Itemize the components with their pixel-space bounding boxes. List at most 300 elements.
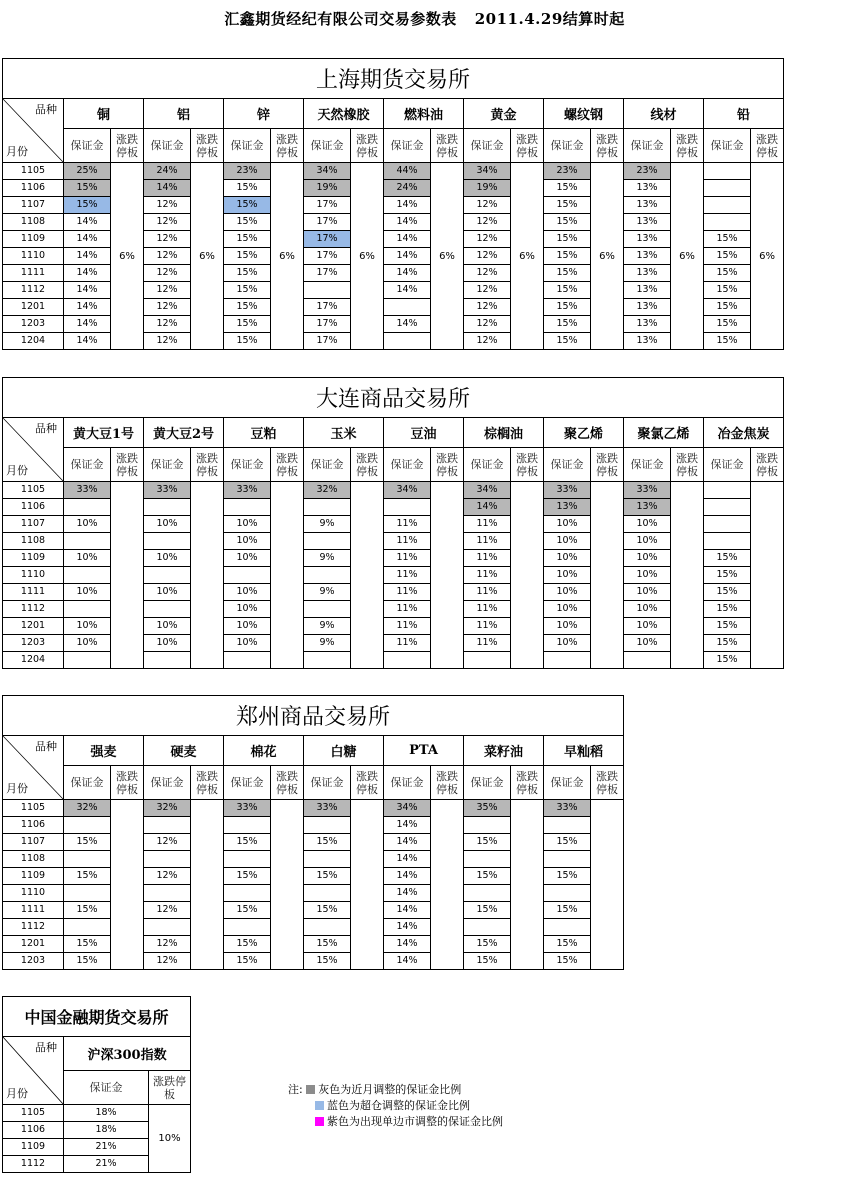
margin-cell: 10% [224,601,271,618]
variety-name: 豆粕 [224,418,304,448]
month-cell: 1105 [3,482,64,499]
margin-cell: 15% [464,953,511,970]
margin-cell: 34% [464,163,511,180]
margin-cell: 10% [224,635,271,652]
margin-cell: 10% [544,567,591,584]
margin-cell: 14% [464,499,511,516]
month-cell: 1109 [3,868,64,885]
margin-cell: 13% [624,214,671,231]
legend-gray-text: 灰色为近月调整的保证金比例 [318,1083,462,1096]
margin-cell: 10% [544,618,591,635]
variety-name: 燃料油 [384,99,464,129]
legend-purple-swatch [315,1117,324,1126]
margin-cell: 14% [384,316,431,333]
margin-cell [544,817,591,834]
limit-cell [431,800,464,970]
margin-cell [544,652,591,669]
margin-cell: 19% [464,180,511,197]
margin-cell: 18% [64,1122,149,1139]
margin-header: 保证金 [304,129,351,163]
margin-cell: 10% [544,584,591,601]
margin-cell: 15% [64,936,111,953]
variety-label: 品种 [35,740,57,753]
margin-cell: 15% [304,936,351,953]
limit-header: 涨跌停板 [511,129,544,163]
month-cell: 1204 [3,652,64,669]
margin-cell: 14% [384,265,431,282]
limit-cell [191,482,224,669]
margin-cell [64,652,111,669]
margin-cell: 10% [544,533,591,550]
limit-header: 涨跌停板 [591,129,624,163]
margin-cell: 17% [304,316,351,333]
margin-cell: 15% [544,868,591,885]
limit-header: 涨跌停板 [191,129,224,163]
margin-cell: 15% [304,953,351,970]
margin-header: 保证金 [224,129,271,163]
month-cell: 1203 [3,635,64,652]
margin-cell: 12% [464,282,511,299]
limit-cell [271,800,304,970]
margin-cell [304,282,351,299]
margin-cell [224,851,271,868]
margin-cell: 14% [64,248,111,265]
margin-cell: 11% [384,635,431,652]
margin-cell [144,567,191,584]
variety-name: 棉花 [224,736,304,766]
margin-cell [704,214,751,231]
margin-cell: 12% [464,231,511,248]
margin-cell: 10% [544,516,591,533]
margin-cell: 14% [144,180,191,197]
variety-name: 白糖 [304,736,384,766]
margin-cell: 12% [144,316,191,333]
margin-cell: 15% [64,197,111,214]
month-cell: 1108 [3,214,64,231]
margin-cell: 13% [624,265,671,282]
margin-cell: 15% [704,299,751,316]
variety-name: 早籼稻 [544,736,624,766]
margin-cell [464,919,511,936]
margin-cell [64,851,111,868]
margin-cell: 17% [304,333,351,350]
variety-name: 黄大豆2号 [144,418,224,448]
margin-cell: 11% [384,584,431,601]
margin-cell: 11% [464,635,511,652]
month-cell: 1203 [3,316,64,333]
margin-cell: 17% [304,231,351,248]
month-cell: 1108 [3,851,64,868]
margin-header: 保证金 [544,448,591,482]
margin-cell: 15% [224,902,271,919]
czce-table [2,695,624,970]
limit-cell: 6% [511,163,544,350]
margin-cell [704,180,751,197]
margin-cell: 15% [224,953,271,970]
margin-cell: 15% [544,299,591,316]
margin-cell [144,885,191,902]
margin-header: 保证金 [224,448,271,482]
cffex-name: 中国金融期货交易所 [3,997,191,1037]
margin-cell [144,652,191,669]
margin-cell: 15% [544,333,591,350]
margin-cell: 17% [304,265,351,282]
margin-cell: 10% [624,567,671,584]
margin-cell: 17% [304,299,351,316]
margin-cell: 10% [144,584,191,601]
limit-cell [111,482,144,669]
month-label: 月份 [6,145,28,158]
limit-header: 涨跌停板 [351,129,384,163]
variety-name: 线材 [624,99,704,129]
limit-header: 涨跌停板 [751,129,784,163]
shfe-name: 上海期货交易所 [3,59,784,99]
dce-table [2,377,784,669]
margin-cell: 12% [464,197,511,214]
margin-cell [304,601,351,618]
variety-name: PTA [384,736,464,766]
margin-cell: 15% [544,214,591,231]
margin-cell: 34% [464,482,511,499]
legend-blue-swatch [315,1101,324,1110]
margin-cell: 12% [464,248,511,265]
margin-cell [64,885,111,902]
margin-cell [384,299,431,316]
month-cell: 1106 [3,180,64,197]
margin-cell: 13% [624,231,671,248]
margin-header: 保证金 [464,129,511,163]
margin-cell [704,533,751,550]
cffex-table [2,996,191,1173]
margin-cell: 17% [304,214,351,231]
margin-cell [304,919,351,936]
margin-cell: 10% [624,584,671,601]
margin-cell [144,817,191,834]
margin-cell: 15% [304,834,351,851]
margin-cell [144,919,191,936]
margin-cell: 33% [544,482,591,499]
margin-cell: 10% [544,601,591,618]
margin-header: 保证金 [544,766,591,800]
margin-cell [64,817,111,834]
limit-cell [751,482,784,669]
dce-name: 大连商品交易所 [3,378,784,418]
margin-cell: 15% [224,834,271,851]
margin-header: 保证金 [544,129,591,163]
limit-header: 涨跌停板 [431,129,464,163]
margin-cell: 15% [704,316,751,333]
margin-cell: 15% [704,584,751,601]
legend-purple-text: 紫色为出现单边市调整的保证金比例 [327,1115,503,1128]
month-cell: 1111 [3,902,64,919]
variety-name: 冶金焦炭 [704,418,784,448]
margin-header: 保证金 [144,766,191,800]
limit-cell [591,482,624,669]
margin-cell: 44% [384,163,431,180]
margin-cell: 10% [64,618,111,635]
margin-cell: 10% [224,584,271,601]
margin-cell [464,652,511,669]
variety-name: 棕榈油 [464,418,544,448]
margin-cell: 10% [224,533,271,550]
shfe-section [2,58,784,350]
margin-cell: 34% [304,163,351,180]
margin-cell: 9% [304,584,351,601]
margin-cell: 12% [144,248,191,265]
limit-cell [271,482,304,669]
margin-cell: 24% [144,163,191,180]
margin-header: 保证金 [464,766,511,800]
margin-cell: 15% [544,316,591,333]
month-cell: 1201 [3,618,64,635]
margin-cell [384,499,431,516]
limit-cell: 6% [191,163,224,350]
margin-header: 保证金 [384,448,431,482]
title-date: 2011.4.29结算时起 [474,10,625,28]
month-cell: 1201 [3,936,64,953]
margin-cell: 32% [304,482,351,499]
margin-cell: 12% [464,214,511,231]
limit-cell: 6% [351,163,384,350]
table-row [3,163,784,180]
dce-section [2,377,784,669]
margin-cell: 15% [704,248,751,265]
margin-header: 保证金 [144,448,191,482]
margin-cell [624,652,671,669]
margin-cell [704,197,751,214]
variety-name: 硬麦 [144,736,224,766]
margin-cell [64,533,111,550]
margin-cell: 12% [144,902,191,919]
margin-cell: 10% [224,618,271,635]
limit-cell: 6% [591,163,624,350]
margin-cell: 14% [384,868,431,885]
margin-cell: 12% [144,868,191,885]
margin-cell: 10% [144,516,191,533]
limit-header: 涨跌停板 [671,448,704,482]
table-row [3,482,784,499]
margin-cell: 15% [224,868,271,885]
margin-cell: 32% [64,800,111,817]
margin-cell: 12% [464,299,511,316]
margin-cell: 33% [224,800,271,817]
margin-cell: 23% [624,163,671,180]
header-corner [3,418,64,482]
margin-cell: 15% [224,197,271,214]
limit-header: 涨跌停板 [271,129,304,163]
margin-cell: 15% [704,652,751,669]
limit-header: 涨跌停板 [591,766,624,800]
month-label: 月份 [6,464,28,477]
margin-cell: 10% [624,533,671,550]
margin-cell: 15% [224,282,271,299]
margin-cell: 15% [544,180,591,197]
margin-cell: 12% [464,265,511,282]
variety-label: 品种 [35,103,57,116]
margin-cell: 15% [224,299,271,316]
margin-cell: 13% [624,299,671,316]
margin-cell: 15% [704,231,751,248]
margin-cell: 11% [464,516,511,533]
czce-name: 郑州商品交易所 [3,696,624,736]
margin-header: 保证金 [384,766,431,800]
header-corner [3,736,64,800]
margin-cell [544,919,591,936]
margin-cell [224,919,271,936]
month-cell: 1203 [3,953,64,970]
margin-cell: 11% [464,567,511,584]
header-corner [3,1037,64,1105]
margin-header: 保证金 [304,448,351,482]
month-cell: 1105 [3,1105,64,1122]
month-cell: 1111 [3,584,64,601]
legend-blue-text: 蓝色为超仓调整的保证金比例 [327,1099,470,1112]
margin-cell: 33% [304,800,351,817]
margin-cell: 14% [64,316,111,333]
margin-cell: 10% [144,635,191,652]
margin-cell: 15% [544,834,591,851]
limit-cell [431,482,464,669]
variety-label: 品种 [35,1041,57,1054]
limit-header: 涨跌停板 [591,448,624,482]
margin-cell: 11% [464,618,511,635]
margin-cell: 12% [464,333,511,350]
limit-header: 涨跌停板 [671,129,704,163]
margin-cell: 15% [464,868,511,885]
month-cell: 1107 [3,197,64,214]
margin-cell: 14% [384,936,431,953]
margin-cell: 13% [624,197,671,214]
margin-cell: 15% [224,231,271,248]
margin-cell: 15% [544,953,591,970]
margin-cell: 10% [624,601,671,618]
month-cell: 1107 [3,834,64,851]
margin-cell [304,499,351,516]
limit-cell [111,800,144,970]
variety-name: 铜 [64,99,144,129]
month-cell: 1112 [3,1156,64,1173]
limit-header: 涨跌停板 [111,766,144,800]
margin-cell: 15% [224,333,271,350]
margin-cell: 33% [544,800,591,817]
margin-cell: 12% [144,282,191,299]
limit-cell: 6% [671,163,704,350]
margin-cell: 14% [64,214,111,231]
margin-cell: 15% [224,214,271,231]
table-row [3,1105,191,1122]
margin-cell: 35% [464,800,511,817]
margin-cell: 9% [304,550,351,567]
limit-cell: 6% [431,163,464,350]
margin-cell: 10% [224,516,271,533]
limit-cell [351,800,384,970]
margin-cell: 32% [144,800,191,817]
margin-cell: 13% [624,180,671,197]
margin-cell: 15% [224,316,271,333]
margin-cell: 15% [224,180,271,197]
month-cell: 1112 [3,282,64,299]
margin-cell: 11% [464,584,511,601]
month-cell: 1201 [3,299,64,316]
margin-cell: 15% [704,635,751,652]
margin-cell [704,499,751,516]
variety-name: 黄大豆1号 [64,418,144,448]
margin-cell: 10% [144,618,191,635]
margin-cell: 15% [224,265,271,282]
margin-cell: 21% [64,1156,149,1173]
margin-header: 保证金 [304,766,351,800]
month-cell: 1105 [3,800,64,817]
page-title [0,8,849,29]
margin-cell: 21% [64,1139,149,1156]
margin-cell: 15% [64,834,111,851]
limit-header: 涨跌停板 [271,766,304,800]
limit-cell [591,800,624,970]
margin-cell: 10% [544,550,591,567]
limit-header: 涨跌停板 [351,448,384,482]
margin-cell: 33% [144,482,191,499]
month-cell: 1110 [3,248,64,265]
margin-cell [464,885,511,902]
margin-header: 保证金 [144,129,191,163]
margin-cell [224,499,271,516]
variety-name: 黄金 [464,99,544,129]
margin-cell: 15% [544,282,591,299]
margin-cell: 15% [304,868,351,885]
margin-cell: 13% [624,316,671,333]
margin-cell: 14% [384,851,431,868]
margin-cell [224,567,271,584]
variety-name: 聚氯乙烯 [624,418,704,448]
margin-cell: 33% [64,482,111,499]
margin-cell: 15% [224,936,271,953]
margin-cell: 14% [384,953,431,970]
margin-cell: 15% [704,567,751,584]
margin-cell: 15% [544,936,591,953]
legend-gray-swatch [306,1085,315,1094]
margin-cell: 12% [144,231,191,248]
margin-cell: 15% [704,601,751,618]
margin-header: 保证金 [224,766,271,800]
limit-header: 涨跌停板 [271,448,304,482]
margin-cell: 10% [544,635,591,652]
variety-name: 天然橡胶 [304,99,384,129]
margin-cell: 15% [704,550,751,567]
margin-cell: 14% [384,919,431,936]
legend-prefix: 注: [288,1083,303,1096]
variety-name: 锌 [224,99,304,129]
table-row [3,800,624,817]
margin-cell: 10% [624,635,671,652]
limit-cell [191,800,224,970]
limit-header: 涨跌停板 [191,448,224,482]
margin-cell: 11% [384,601,431,618]
margin-cell: 15% [544,231,591,248]
margin-cell: 11% [464,601,511,618]
margin-cell [464,817,511,834]
margin-cell: 12% [144,197,191,214]
limit-header: 涨跌停板 [351,766,384,800]
margin-cell: 33% [624,482,671,499]
margin-cell: 15% [64,180,111,197]
variety-name: 豆油 [384,418,464,448]
margin-cell: 10% [64,584,111,601]
margin-cell [144,601,191,618]
margin-cell: 9% [304,618,351,635]
margin-header: 保证金 [64,1071,149,1105]
margin-cell: 15% [544,248,591,265]
margin-cell: 14% [384,817,431,834]
